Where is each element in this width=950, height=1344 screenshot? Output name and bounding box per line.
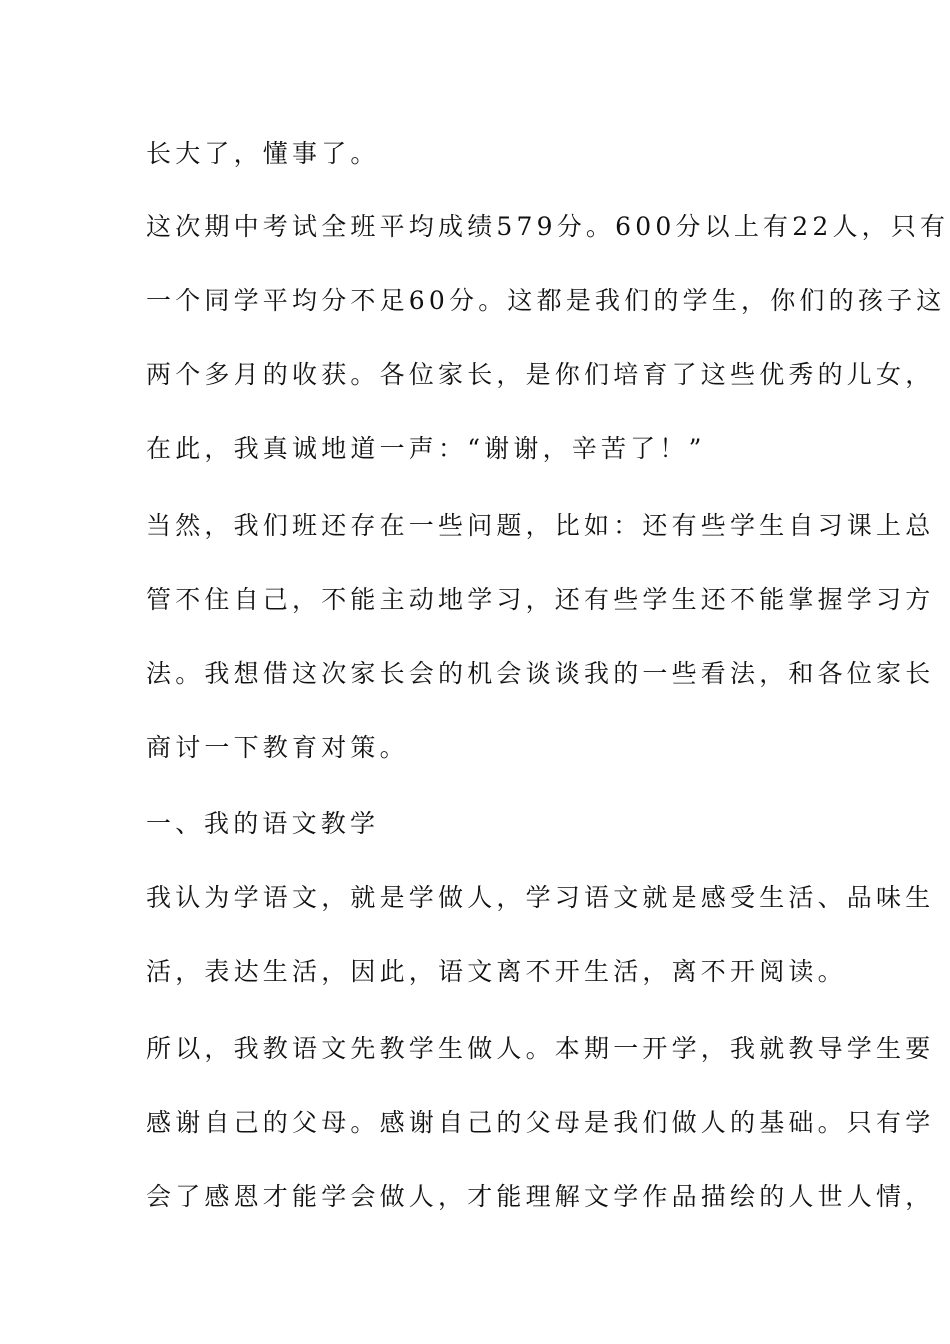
text-line: 两个多月的收获。各位家长，是你们培育了这些优秀的儿女， <box>146 360 935 389</box>
text-line: 法。我想借这次家长会的机会谈谈我的一些看法，和各位家长 <box>146 659 935 688</box>
text-line: 会了感恩才能学会做人，才能理解文学作品描绘的人世人情， <box>146 1182 935 1211</box>
text-line: 活，表达生活，因此，语文离不开生活，离不开阅读。 <box>146 957 847 986</box>
text-line: 一个同学平均分不足60分。这都是我们的学生，你们的孩子这 <box>146 286 946 315</box>
text-line: 在此，我真诚地道一声：“谢谢，辛苦了！” <box>146 434 706 463</box>
section-number: 一、 <box>146 809 205 838</box>
section-title: 我的语文教学 <box>204 809 380 838</box>
text-line: 长大了，懂事了。 <box>146 139 380 168</box>
text-line: 当然，我们班还存在一些问题，比如：还有些学生自习课上总 <box>146 511 935 540</box>
text-line: 我认为学语文，就是学做人，学习语文就是感受生活、品味生 <box>146 883 935 912</box>
text-line: 所以，我教语文先教学生做人。本期一开学，我就教导学生要 <box>146 1034 935 1063</box>
text-line: 感谢自己的父母。感谢自己的父母是我们做人的基础。只有学 <box>146 1108 935 1137</box>
text-line: 这次期中考试全班平均成绩579分。600分以上有22人，只有 <box>146 212 950 241</box>
section-heading <box>146 808 810 840</box>
text-line: 商讨一下教育对策。 <box>146 733 409 762</box>
text-line: 管不住自己，不能主动地学习，还有些学生还不能掌握学习方 <box>146 585 935 614</box>
